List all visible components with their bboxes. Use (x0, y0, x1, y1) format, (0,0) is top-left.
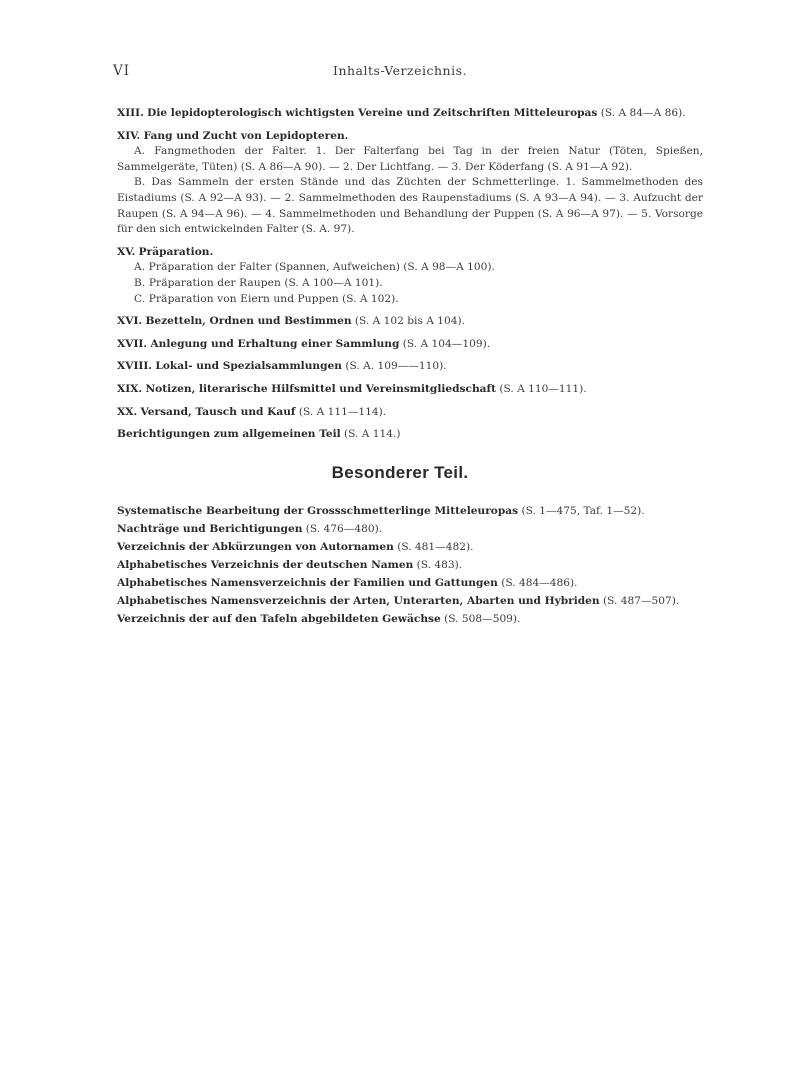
list-item (117, 575, 717, 591)
section-pages: (S. A 110—111). (499, 382, 587, 395)
list-item (117, 503, 717, 519)
toc-section-xv (117, 245, 703, 307)
section-title: Versand, Tausch und Kauf (140, 405, 296, 418)
item-title: Systematische Bearbeitung der Grossschmetterlinge Mitteleuropas (117, 505, 519, 517)
section-pages: (S. A 102 bis A 104). (354, 315, 465, 328)
subsection-text: (S. A 102). (342, 292, 399, 305)
special-part-list (117, 503, 717, 629)
section-number: XIII. (117, 107, 144, 119)
subsection-lead: A. Präparation der Falter (134, 261, 272, 274)
toc-subsection-b (117, 276, 703, 292)
toc-section-xiv (117, 129, 703, 238)
toc-section-xvi (117, 314, 703, 330)
toc-section-corrections (117, 427, 703, 443)
item-pages: (S. 481—482). (397, 541, 474, 553)
list-item (117, 539, 717, 555)
section-number: XVIII. (117, 360, 152, 373)
toc-subsection-b (117, 175, 703, 237)
section-number: XIV. (117, 129, 141, 142)
list-item (117, 611, 717, 627)
item-pages: (S. 487—507). (603, 595, 680, 607)
section-number: XIX. (117, 382, 143, 395)
subsection-text: (Spannen, Aufweichen) (S. A 98—A 100). (274, 261, 495, 274)
running-head (0, 63, 800, 83)
table-of-contents (117, 106, 703, 450)
toc-section-xx (117, 405, 703, 421)
section-title: Anlegung und Erhaltung einer Sammlung (150, 337, 400, 350)
subsection-lead: B. Das Sammeln der ersten Stände und das Züchten der Schmetterlinge. (134, 176, 560, 189)
section-pages: (S. A 104—109). (402, 337, 491, 350)
section-number: XX. (117, 405, 138, 418)
section-title: Fang und Zucht von Lepidopteren. (143, 129, 349, 142)
section-title: Berichtigungen zum allgemeinen Teil (117, 428, 341, 441)
subsection-text: 1. Sammelmethoden des Eistadiums (S. A 92—A 93). — 2. Sammelmethoden des Raupenstadiums (S. A 93—A 94). — 3. Aufzucht der Raupen (S. A 94—A 96). — 4. Sammelmethoden und Behandlung der Puppen (S. A 96—A 97). — 5. Vorsorge für den sich entwickelnden Falter (S. A. 97). (117, 176, 703, 236)
item-title: Verzeichnis der auf den Tafeln abgebildeten Gewächse (117, 613, 441, 625)
subsection-text: (S. A 100—A 101). (284, 276, 383, 289)
toc-section-xvii (117, 337, 703, 353)
subsection-text: 1. Der Falterfang bei Tag in der freien Natur (Töten, Spießen, Sammelgeräte, Tüten) (S. A 86—A 90). — 2. Der Lichtfang. — 3. Der Köderfang (S. A 91—A 92). (117, 145, 703, 173)
section-pages: (S. A 111—114). (298, 405, 387, 418)
item-title: Alphabetisches Namensverzeichnis der Familien und Gattungen (117, 577, 498, 589)
toc-subsection-a (117, 260, 703, 276)
toc-section-xix (117, 382, 703, 398)
item-pages: (S. 483). (416, 559, 463, 571)
section-title: Präparation. (138, 245, 214, 258)
subsection-lead: B. Präparation der Raupen (134, 276, 281, 289)
page-number: VI (113, 63, 131, 79)
toc-subsection-a (117, 144, 703, 175)
subsection-lead: C. Präparation von Eiern und Puppen (134, 292, 339, 305)
item-pages: (S. 1—475, Taf. 1—52). (521, 505, 645, 517)
item-pages: (S. 476—480). (305, 523, 383, 535)
item-pages: (S. 508—509). (444, 613, 521, 625)
toc-subsection-c (117, 292, 703, 308)
section-number: XVII. (117, 337, 148, 350)
item-title: Verzeichnis der Abkürzungen von Autornamen (117, 541, 394, 553)
item-title: Alphabetisches Verzeichnis der deutschen Namen (117, 559, 414, 571)
list-item (117, 557, 717, 573)
section-pages: (S. A 114.) (344, 428, 401, 441)
section-pages: (S. A. 109——110). (345, 360, 447, 373)
list-item (117, 521, 717, 537)
section-title: Notizen, literarische Hilfsmittel und Vereinsmitgliedschaft (145, 382, 496, 395)
list-item (117, 593, 717, 609)
section-pages: (S. A 84—A 86). (600, 107, 686, 119)
special-part-heading: Besonderer Teil. (331, 463, 469, 482)
toc-section-xviii (117, 359, 703, 375)
section-number: XVI. (117, 315, 143, 328)
toc-section-xiii (117, 106, 703, 122)
item-title: Nachträge und Berichtigungen (117, 523, 303, 535)
subsection-lead: A. Fangmethoden der Falter. (134, 145, 307, 158)
section-number: XV. (117, 245, 136, 258)
item-title: Alphabetisches Namensverzeichnis der Arten, Unterarten, Abarten und Hybriden (117, 595, 600, 607)
section-title: Die lepidopterologisch wichtigsten Vereine und Zeitschriften Mitteleuropas (147, 107, 598, 119)
section-title: Bezetteln, Ordnen und Bestimmen (145, 315, 352, 328)
section-title: Lokal- und Spezialsammlungen (155, 360, 342, 373)
item-pages: (S. 484—486). (501, 577, 578, 589)
running-title: Inhalts-Verzeichnis. (333, 63, 467, 78)
